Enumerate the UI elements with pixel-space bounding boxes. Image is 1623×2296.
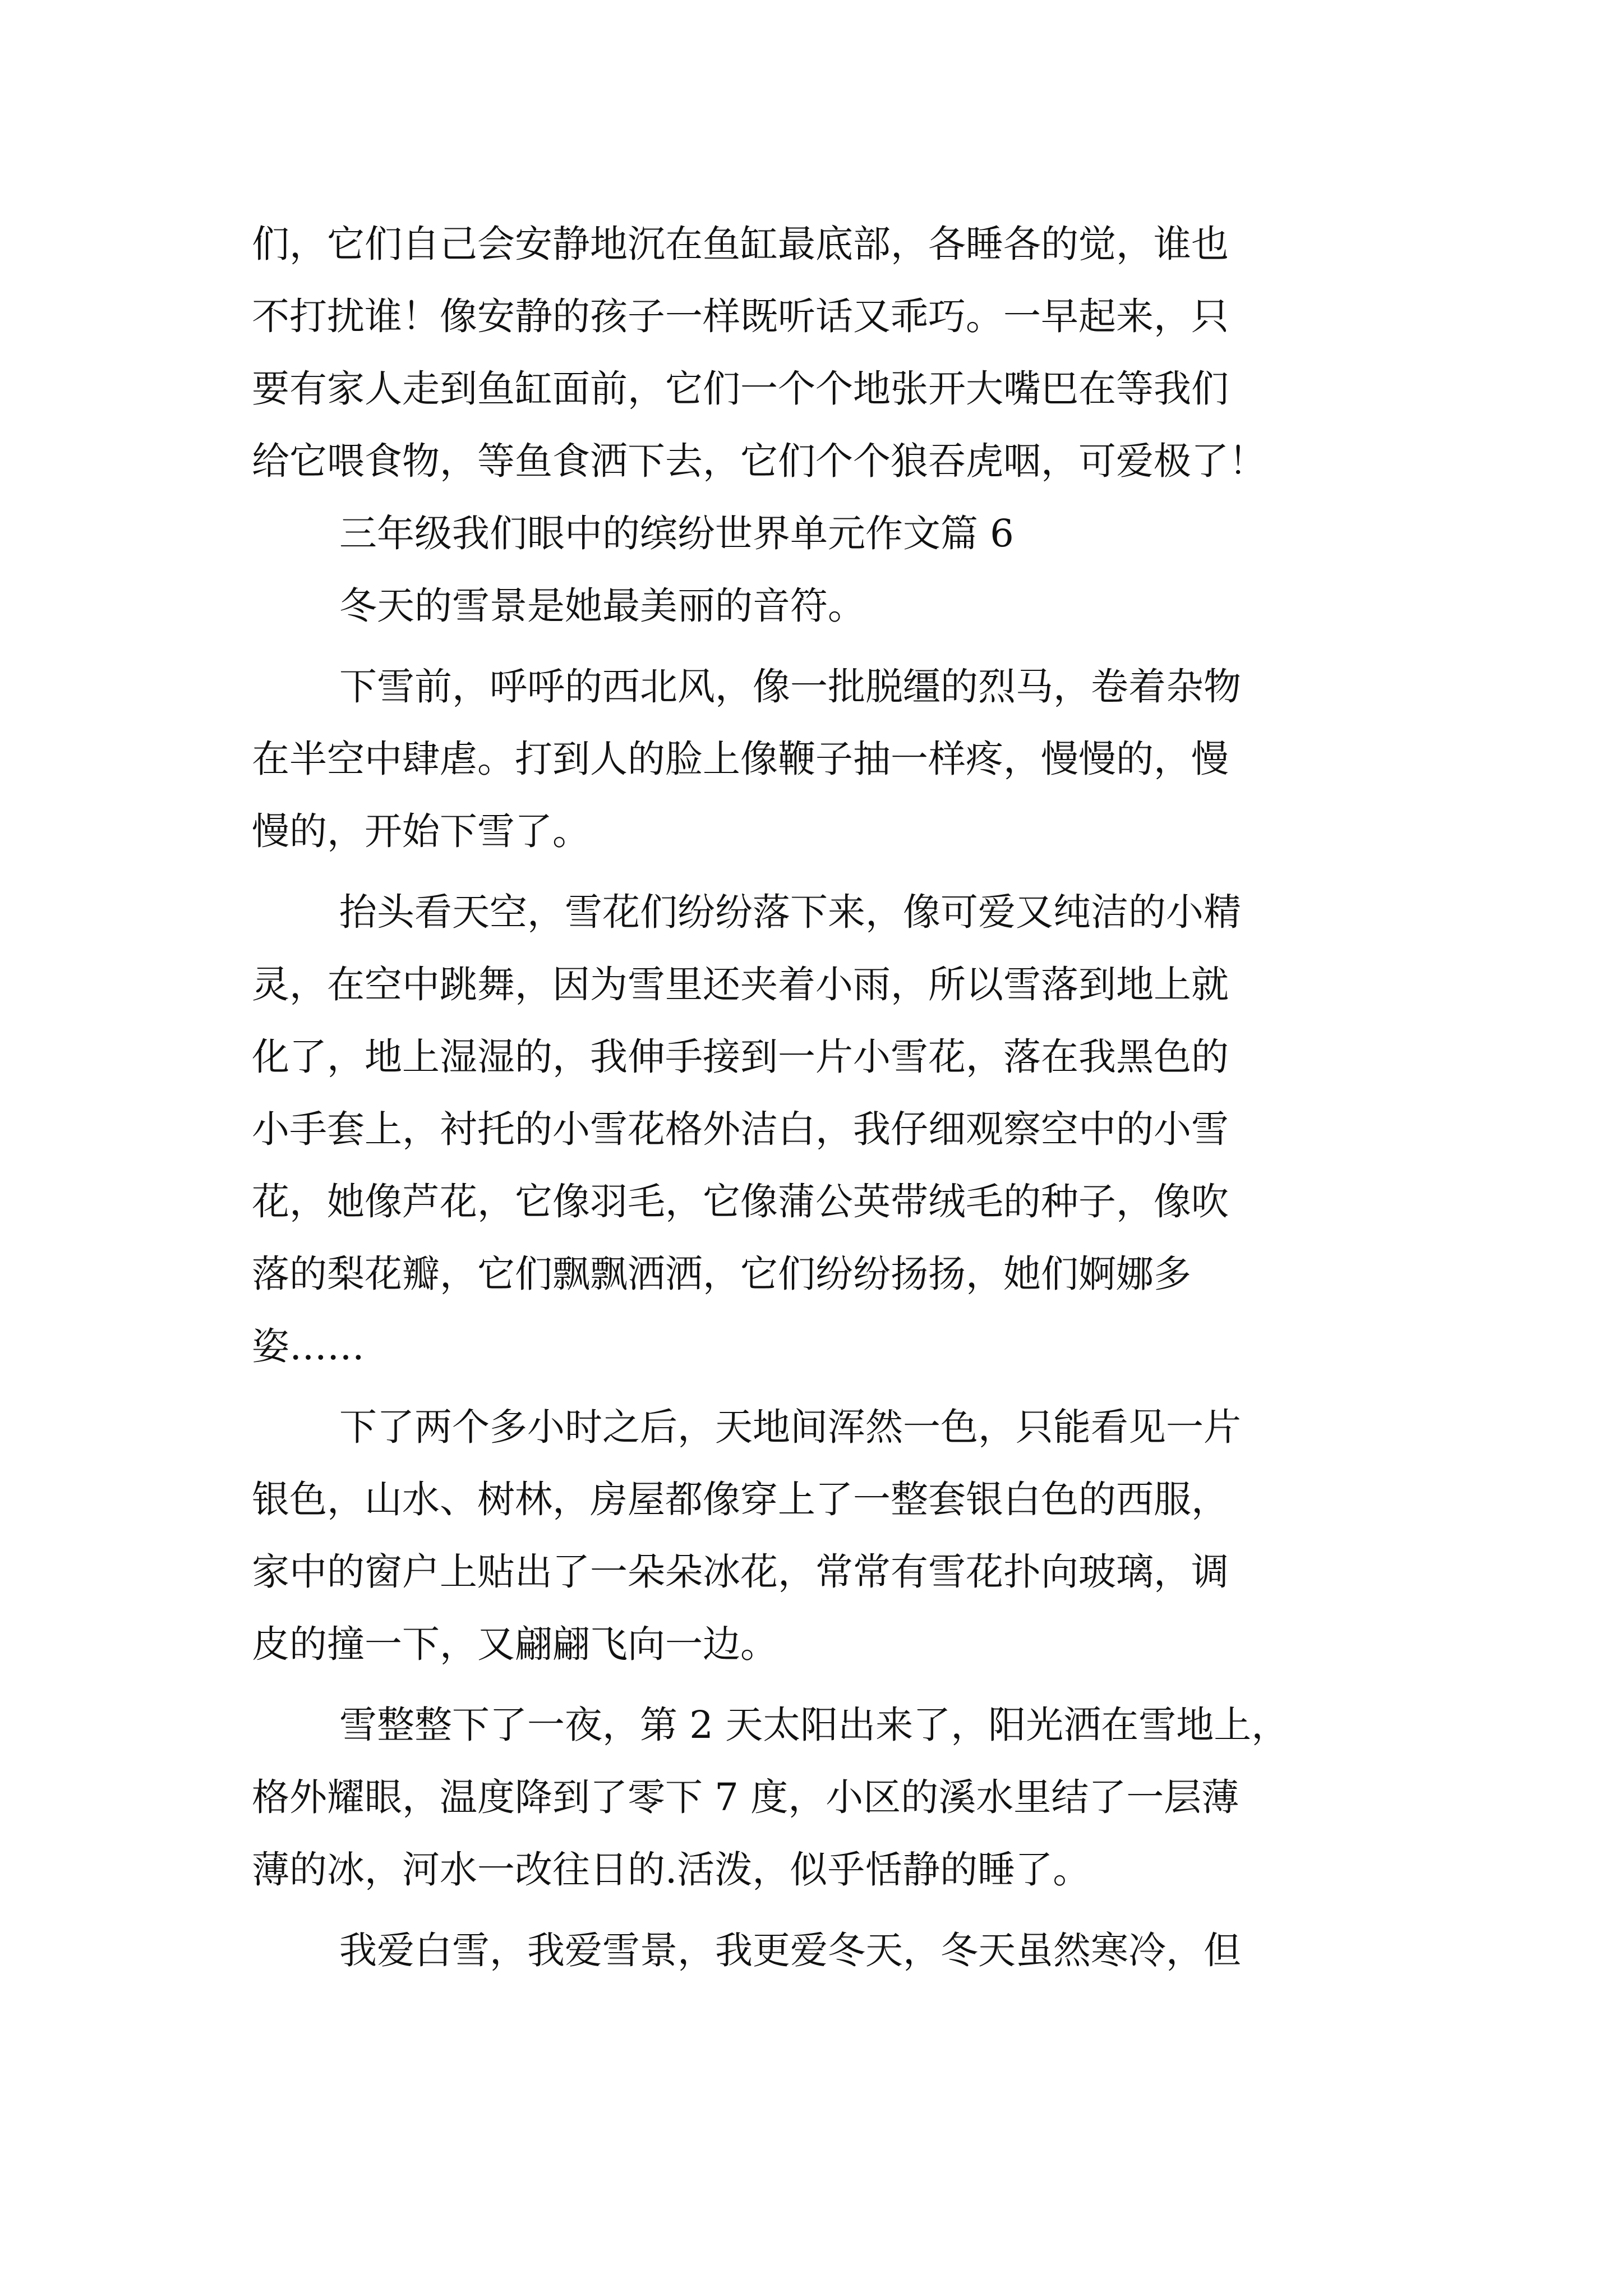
text-line: 家中的窗户上贴出了一朵朵冰花，常常有雪花扑向玻璃，调 bbox=[252, 1550, 1229, 1594]
text-line: 灵，在空中跳舞，因为雪里还夹着小雨，所以雪落到地上就 bbox=[252, 963, 1229, 1006]
text-line: 化了，地上湿湿的，我伸手接到一片小雪花，落在我黑色的 bbox=[252, 1035, 1229, 1079]
text-line: 银色，山水、树林，房屋都像穿上了一整套银白色的西服， bbox=[252, 1478, 1229, 1521]
text-line: 格外耀眼，温度降到了零下 7 度，小区的溪水里结了一层薄 bbox=[252, 1775, 1239, 1819]
text-line: 小手套上，衬托的小雪花格外洁白，我仔细观察空中的小雪 bbox=[252, 1107, 1229, 1151]
text-line: 姿…… bbox=[252, 1324, 365, 1368]
text-line: 在半空中肆虐。打到人的脸上像鞭子抽一样疼，慢慢的，慢 bbox=[252, 737, 1229, 781]
text-line: 要有家人走到鱼缸面前，它们一个个地张开大嘴巴在等我们 bbox=[252, 367, 1229, 411]
paragraph-first-line: 雪整整下了一夜，第 2 天太阳出来了，阳光洒在雪地上， bbox=[339, 1703, 1289, 1747]
text-line: 慢的，开始下雪了。 bbox=[252, 809, 590, 853]
paragraph-first-line: 下雪前，呼呼的西北风，像一批脱缰的烈马，卷着杂物 bbox=[339, 665, 1241, 708]
text-line: 不打扰谁！像安静的孩子一样既听话又乖巧。一早起来，只 bbox=[252, 295, 1229, 338]
section-heading: 三年级我们眼中的缤纷世界单元作文篇 6 bbox=[339, 512, 1014, 555]
text-line: 花，她像芦花，它像羽毛，它像蒲公英带绒毛的种子，像吹 bbox=[252, 1180, 1229, 1223]
paragraph-first-line: 我爱白雪，我爱雪景，我更爱冬天，冬天虽然寒冷，但 bbox=[339, 1929, 1241, 1972]
text-line: 皮的撞一下，又翩翩飞向一边。 bbox=[252, 1622, 778, 1666]
paragraph-first-line: 下了两个多小时之后，天地间浑然一色，只能看见一片 bbox=[339, 1405, 1241, 1449]
paragraph-first-line: 抬头看天空，雪花们纷纷落下来，像可爱又纯洁的小精 bbox=[339, 890, 1241, 934]
text-line: 落的梨花瓣，它们飘飘洒洒，它们纷纷扬扬，她们婀娜多 bbox=[252, 1252, 1191, 1296]
text-line: 给它喂食物，等鱼食洒下去，它们个个狼吞虎咽，可爱极了！ bbox=[252, 439, 1266, 483]
text-line: 们，它们自己会安静地沉在鱼缸最底部，各睡各的觉，谁也 bbox=[252, 222, 1229, 266]
text-line: 薄的冰，河水一改往日的.活泼，似乎恬静的睡了。 bbox=[252, 1848, 1091, 1892]
paragraph-first-line: 冬天的雪景是她最美丽的音符。 bbox=[339, 584, 865, 628]
